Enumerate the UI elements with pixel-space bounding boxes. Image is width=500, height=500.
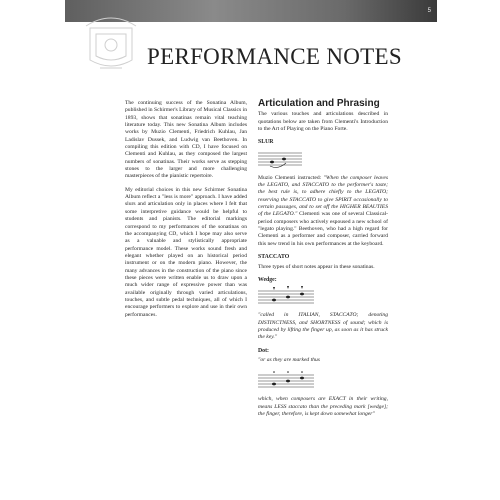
editorial-paragraph: My editorial choices in this new Schirmer Sonatina Album reflect a "less is more" approach. I have added slurs and articulation only in places where I felt that some interpretive guidance would be helpful to students and pianists. The editorial markings correspond to my performances of the sonatinas on the accompanying CD, which I hope may also serve as a valuable and stylistically appropriate performance model. These works sound fresh and elegant whether played on an historical period instrument or on the modern piano. However, the many advances in the construction of the piano since these pieces were written enable us to draw upon a much wider range of expressive power than was available originally through varied articulations, touches, and subtle pedal techniques, all of which I encourage performers to explore and use in their own performances. — [125, 186, 247, 318]
dot-quote-continued — [258, 396, 388, 418]
dot-quote-text: "or as they are marked thus — [258, 356, 320, 363]
slur-notation-example — [258, 149, 302, 169]
dot-quote2-text: which, when composers are EXACT in their writing, means LESS staccato than the preceding mark [wedge]; the finger, therefore, is kept down somewhat longer" — [258, 396, 388, 417]
articulation-intro: The various touches and articulations described in quotations below are taken from Clementi's Introduction to the Art of Playing on the Piano Forte. — [258, 111, 388, 133]
dot-heading: Dot: — [258, 347, 269, 354]
clementi-quote: "When the composer leaves the LEGATO, and STACCATO to the performer's taste; the best rule is, to adhere chiefly to the LEGATO; reserving the STACCATO to give SPIRIT occasionally to certain passages, and to set off the HIGHER BEAUTIES of the LEGATO." — [258, 174, 389, 218]
clementi-lead: Muzio Clementi instructed: — [258, 174, 324, 181]
intro-paragraph: The continuing success of the Sonatina Album, published in Schirmer's Library of Musical Classics in 1893, shows that sonatinas remain vital teaching literature today. This new Sonatina Album includes works by Muzio Clementi, Friedrich Kuhlau, Jan Ladislav Dussek, and Ludwig van Beethoven. In compiling this edition with CD, I have focused on Clementi and Kuhlau, as they composed the largest numbers of sonatinas. Their works serve as stepping stones to the larger and more challenging masterpieces of the pianistic repertoire. — [125, 100, 247, 180]
wedge-quote-text: "called in ITALIAN, STACCATO; denoting DISTINCTNESS, and SHORTNESS of sound; which is produced by lifting the finger up, as soon as it has struck the key." — [258, 312, 388, 341]
wedge-heading: Wedge: — [258, 276, 277, 283]
slur-heading: SLUR — [258, 139, 274, 146]
clementi-paragraph — [258, 175, 388, 248]
dot-quote — [258, 357, 388, 364]
wedge-quote — [258, 312, 388, 341]
page-title: PERFORMANCE NOTES — [147, 44, 402, 69]
dot-notation-example — [258, 370, 314, 390]
right-column — [258, 100, 388, 424]
left-column — [125, 100, 247, 325]
page-number: 5 — [427, 8, 431, 14]
wedge-notation-example — [258, 286, 314, 306]
publisher-seal-icon — [80, 8, 142, 74]
staccato-heading: STACCATO — [258, 254, 290, 261]
section-heading: Articulation and Phrasing — [258, 98, 380, 109]
staccato-text: Three types of short notes appear in these sonatinas. — [258, 263, 375, 270]
clementi-after: Clementi was one of several Classical-period composers who actively espoused a new school of "legato playing." Beethoven, who had a high regard for Clementi as a performer and composer, carried forward this new trend in his own performances at the keyboard. — [258, 211, 388, 247]
